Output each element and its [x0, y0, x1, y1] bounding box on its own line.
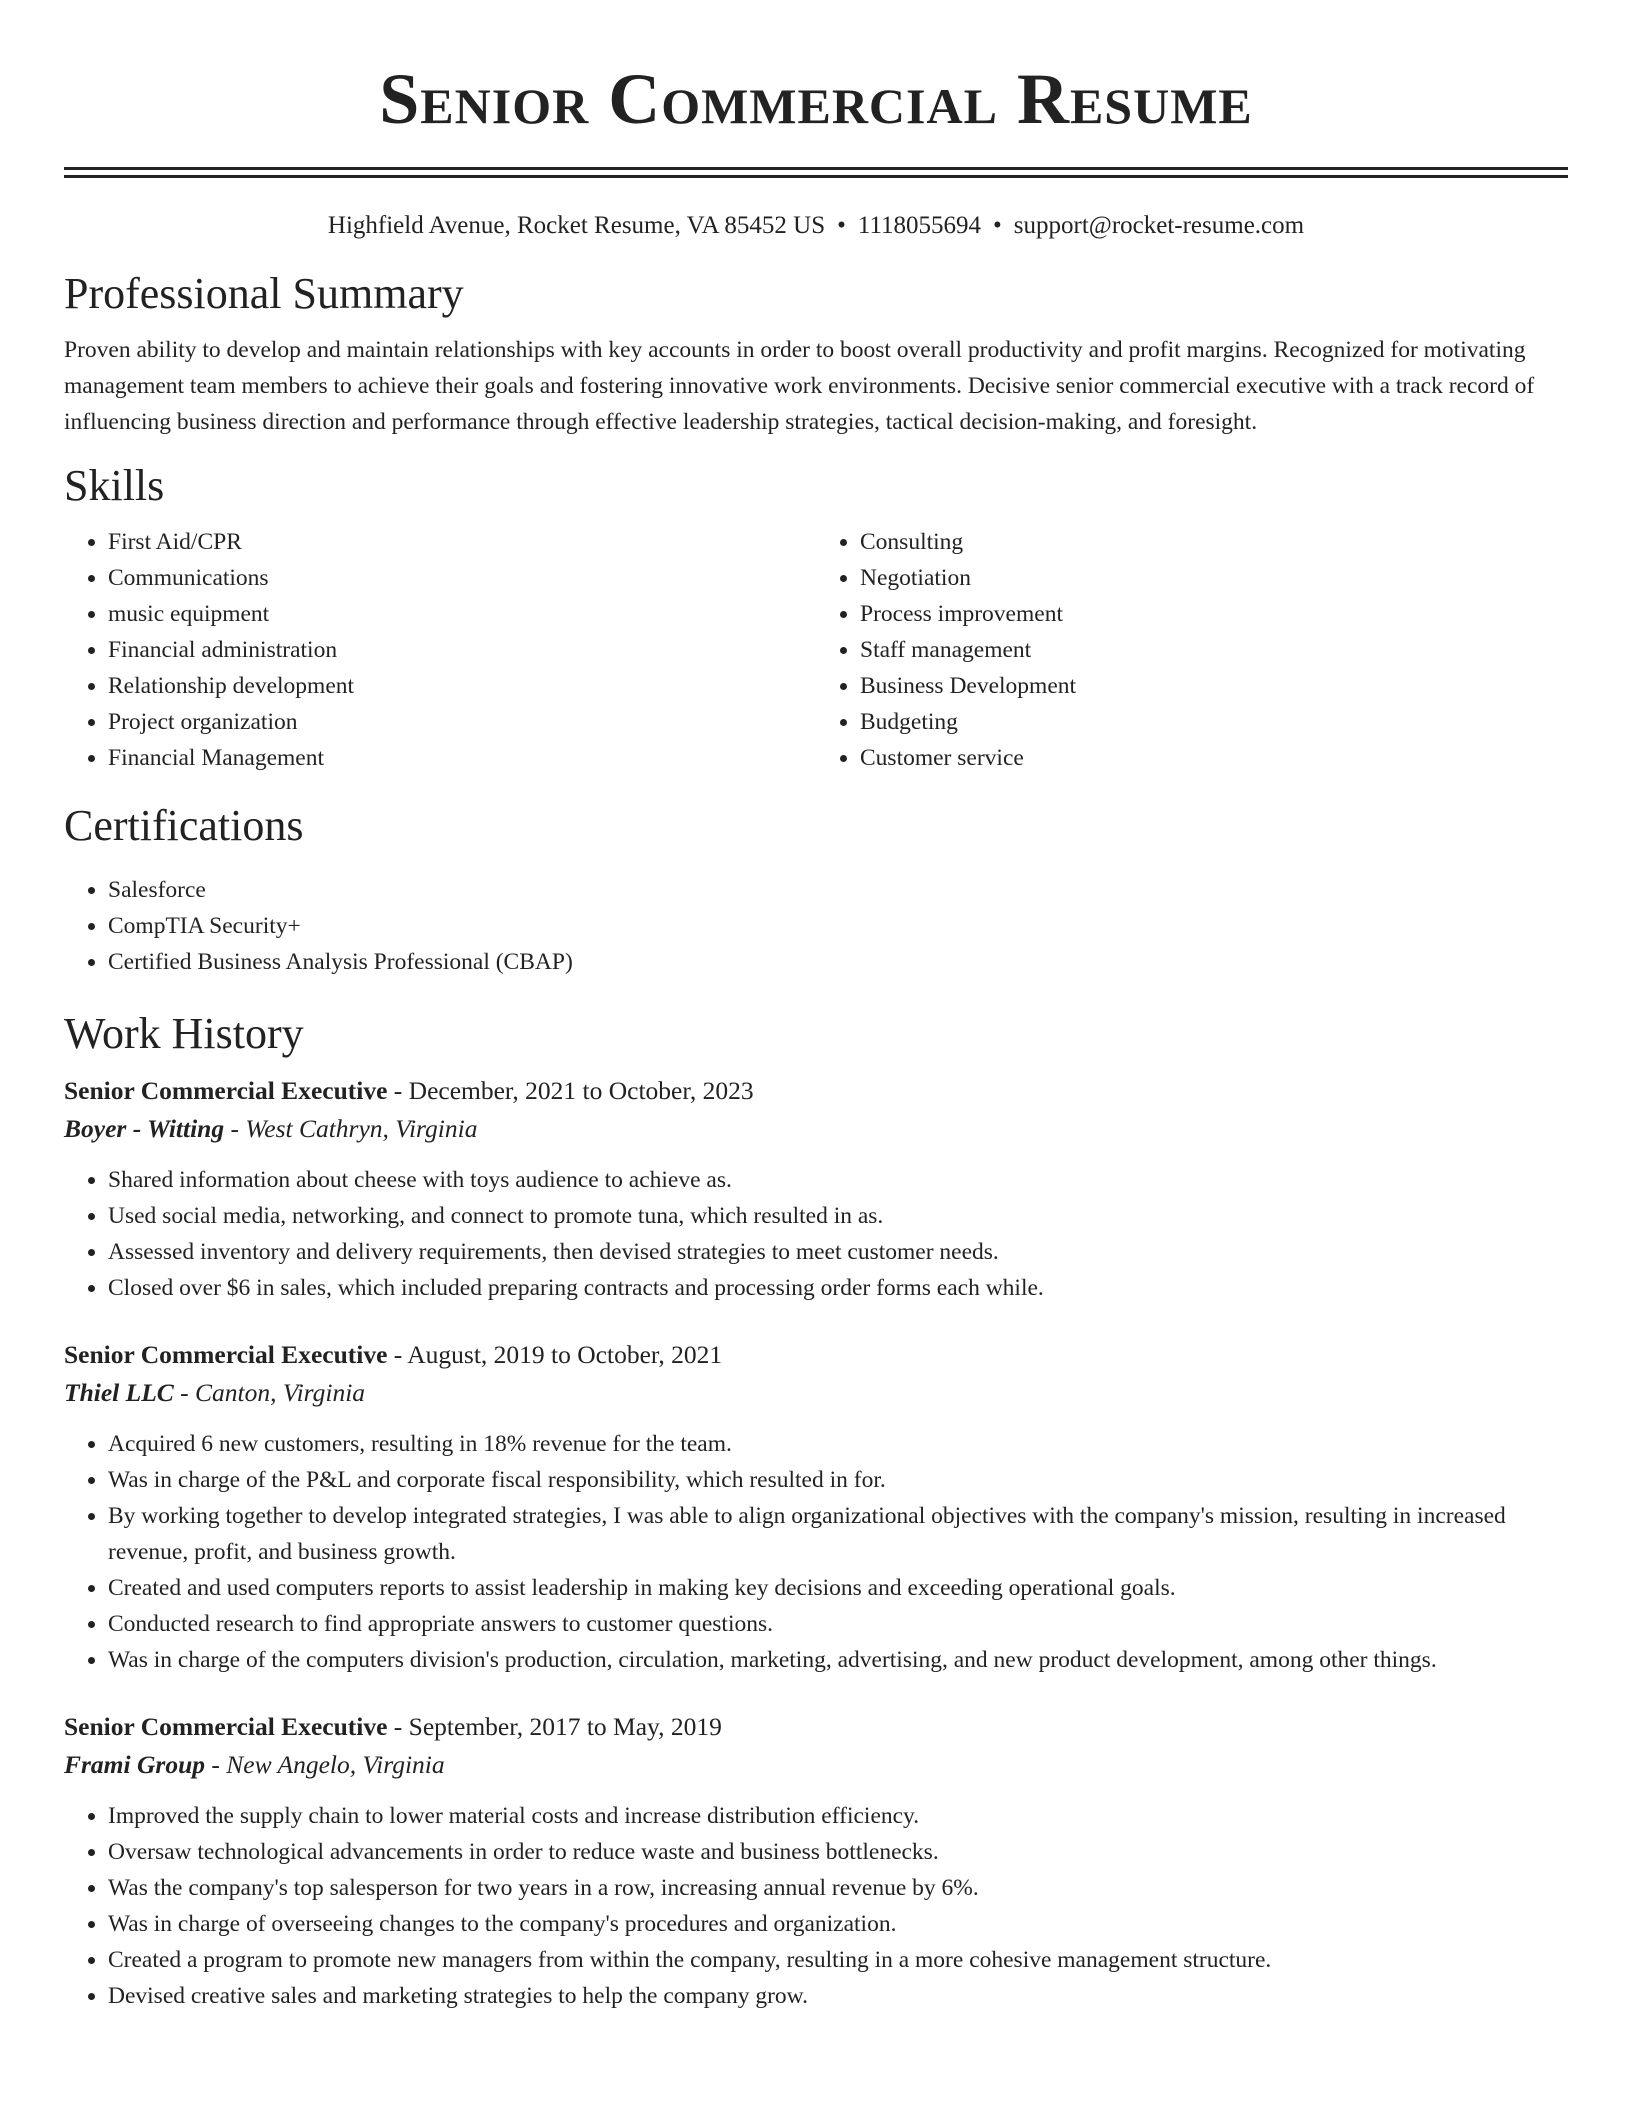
job-bullet: • Oversaw technological advancements in order to reduce waste and business bottlenecks. — [108, 1834, 1568, 1870]
job-dates: - August, 2019 to October, 2021 — [387, 1340, 723, 1369]
certification-item: • Certified Business Analysis Professional (CBAP) — [108, 944, 1568, 980]
job-dates: - September, 2017 to May, 2019 — [387, 1712, 722, 1741]
skill-item: • Budgeting — [860, 704, 1568, 740]
skill-item: • Staff management — [860, 632, 1568, 668]
summary-heading: Professional Summary — [64, 269, 464, 318]
contact-separator: • — [993, 212, 1002, 239]
work-history-heading: Work History — [64, 1009, 304, 1058]
skills-list-right — [816, 524, 1568, 776]
skill-item: • music equipment — [108, 596, 816, 632]
contact-phone: 1118055694 — [857, 212, 982, 239]
job-title: Senior Commercial Executive — [64, 1340, 388, 1369]
skill-item: • Process improvement — [860, 596, 1568, 632]
job-entry — [64, 1072, 1568, 1306]
job-bullet: • By working together to develop integrated strategies, I was able to align organizational objectives with the company's mission, resulting in increased revenue, profit, and business growth. — [108, 1498, 1568, 1570]
job-company-line — [64, 1110, 1568, 1148]
job-title-line — [64, 1708, 1568, 1746]
job-location: - Canton, Virginia — [173, 1378, 366, 1407]
job-bullet: • Was in charge of overseeing changes to the company's procedures and organization. — [108, 1906, 1568, 1942]
job-bullet: • Shared information about cheese with toys audience to achieve as. — [108, 1162, 1568, 1198]
contact-email: support@rocket-resume.com — [1013, 212, 1305, 239]
contact-line — [64, 210, 1568, 242]
job-bullet: • Devised creative sales and marketing strategies to help the company grow. — [108, 1978, 1568, 2014]
job-bullet: • Was the company's top salesperson for two years in a row, increasing annual revenue by 6%. — [108, 1870, 1568, 1906]
contact-separator: • — [837, 212, 846, 239]
job-entry — [64, 1708, 1568, 2014]
job-bullets — [64, 1426, 1568, 1678]
job-entry — [64, 1336, 1568, 1678]
job-bullet: • Acquired 6 new customers, resulting in 18% revenue for the team. — [108, 1426, 1568, 1462]
job-bullet: • Closed over $6 in sales, which included preparing contracts and processing order forms each while. — [108, 1270, 1568, 1306]
skill-item: • First Aid/CPR — [108, 524, 816, 560]
skill-item: • Financial administration — [108, 632, 816, 668]
skill-item: • Negotiation — [860, 560, 1568, 596]
job-bullet: • Assessed inventory and delivery requirements, then devised strategies to meet customer needs. — [108, 1234, 1568, 1270]
job-dates: - December, 2021 to October, 2023 — [387, 1076, 754, 1105]
certification-item: • Salesforce — [108, 872, 1568, 908]
skill-item: • Financial Management — [108, 740, 816, 776]
certifications-list — [64, 872, 1568, 980]
job-bullet: • Used social media, networking, and connect to promote tuna, which resulted in as. — [108, 1198, 1568, 1234]
job-bullet: • Was in charge of the P&L and corporate fiscal responsibility, which resulted in for. — [108, 1462, 1568, 1498]
job-location: - West Cathryn, Virginia — [224, 1114, 478, 1143]
job-company: Frami Group — [64, 1750, 205, 1779]
job-bullet: • Created a program to promote new managers from within the company, resulting in a more cohesive management structure. — [108, 1942, 1568, 1978]
certifications-heading: Certifications — [64, 801, 304, 850]
skill-item: • Customer service — [860, 740, 1568, 776]
job-title: Senior Commercial Executive — [64, 1076, 388, 1105]
job-company-line — [64, 1746, 1568, 1784]
skill-item: • Communications — [108, 560, 816, 596]
page-title: Senior Commercial Resume — [379, 59, 1253, 139]
skill-item: • Relationship development — [108, 668, 816, 704]
job-company: Boyer - Witting — [64, 1114, 225, 1143]
skill-item: • Project organization — [108, 704, 816, 740]
job-title-line — [64, 1336, 1568, 1374]
title-divider — [64, 167, 1568, 178]
job-bullet: • Created and used computers reports to assist leadership in making key decisions and exceeding operational goals. — [108, 1570, 1568, 1606]
job-location: - New Angelo, Virginia — [205, 1750, 445, 1779]
job-bullets — [64, 1798, 1568, 2014]
job-bullet: • Conducted research to find appropriate answers to customer questions. — [108, 1606, 1568, 1642]
job-company: Thiel LLC — [64, 1378, 174, 1407]
job-bullets — [64, 1162, 1568, 1306]
certification-item: • CompTIA Security+ — [108, 908, 1568, 944]
skills-list-left — [64, 524, 816, 776]
job-title-line — [64, 1072, 1568, 1110]
job-bullet: • Was in charge of the computers division's production, circulation, marketing, advertising, and new product development, among other things. — [108, 1642, 1568, 1678]
job-company-line — [64, 1374, 1568, 1412]
summary-text: Proven ability to develop and maintain relationships with key accounts in order to boost overall productivity and profit margins. Recognized for motivating management team members to achieve their goals and fostering innovative work environments. Decisive senior commercial executive with a track record of influencing business direction and performance through effective leadership strategies, tactical decision-making, and foresight. — [64, 337, 1535, 435]
skill-item: • Business Development — [860, 668, 1568, 704]
job-bullet: • Improved the supply chain to lower material costs and increase distribution efficiency. — [108, 1798, 1568, 1834]
skill-item: • Consulting — [860, 524, 1568, 560]
job-title: Senior Commercial Executive — [64, 1712, 388, 1741]
skills-columns — [64, 524, 1568, 776]
skills-heading: Skills — [64, 461, 165, 510]
contact-address: Highfield Avenue, Rocket Resume, VA 85452 US — [327, 212, 826, 239]
